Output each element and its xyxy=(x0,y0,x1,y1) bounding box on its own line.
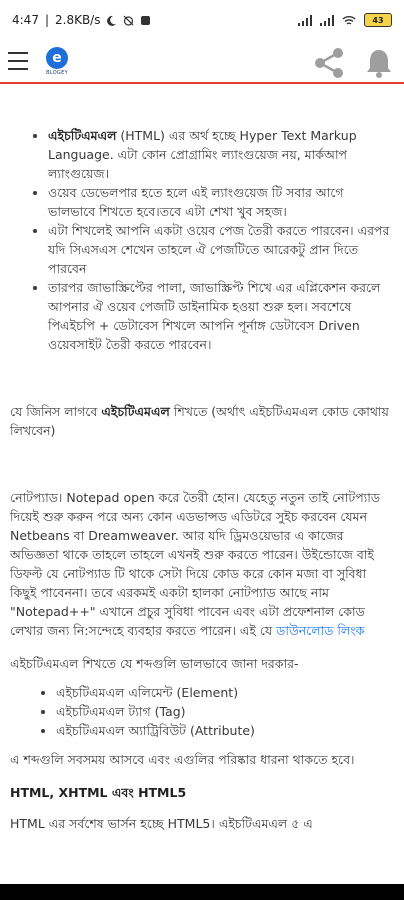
app-logo[interactable] xyxy=(46,47,68,76)
network-speed: 2.8KB/s xyxy=(55,13,101,27)
status-divider: | xyxy=(44,13,49,27)
share-icon[interactable] xyxy=(312,46,346,80)
notepad-text: নোটপ্যাড। Notepad open করে তৈরী হোন। যেহেতু নতুন তাই নোটপ্যাড দিয়েই শুরু করুন পরে অন্য কোন এডভান্সড এডিটরে সুইচ করবেন যেমন Netbeans বা Dreamweaver. আর যদি ড্রিমওয়েভার এ কাজের অভিজ্ঞতা থাকে তাহলে তাহলে এখনই শুরু করতে পারেন। উইন্ডোজে বাই ডিফল্ট যে নোটপ্যাড টি থাকে সেটা দিয়ে কোড করে কোন মজা বা সুবিধা কিছুই পাবেননা। তবে এরকমই একটা হালকা নোটপ্যাড আছে নাম "Notepad++" এখানে প্রচুর সুবিধা পাবেন এবং এটা প্রফেশনাল কোড লেখার জন্য নি:সন্দেহে ব্যবহার করতে পারেন। এই যে xyxy=(10,490,381,638)
alarm-off-icon xyxy=(123,15,134,26)
list-item xyxy=(48,126,394,183)
status-time: 4:47 xyxy=(12,13,39,27)
wifi-icon xyxy=(342,15,356,26)
last-line: HTML এর সর্বশেষ ভার্সন হচ্ছে HTML5। এইচটিএমএল ৫ এ xyxy=(10,816,313,831)
terms-after: এ শব্দগুলি সবসময় আসবে এবং এগুলির পরিষ্কার ধারনা থাকতে হবে। xyxy=(10,752,355,767)
list-item-text: ওয়েব ডেভেলপার হতে হলে এই ল্যাংগুয়েজ টি সবার আগে ভালভাবে শিখতে হবে।তবে এটা শেখা খুব সহজ। xyxy=(48,185,344,219)
list-item xyxy=(48,278,394,354)
article-content xyxy=(0,126,404,833)
list-item-text: (HTML) এর অর্থ হচ্ছে Hyper Text Markup Language. এটা কোন প্রোগ্রামিং ল্যাংগুয়েজ নয়, মার্কআপ ল্যাংগুয়েজ। xyxy=(48,128,357,181)
signal-icon-2 xyxy=(320,15,334,26)
list-item-text: তারপর জাভাস্ক্রিপ্টের পালা, জাভাস্ক্রিপ্ট শিখে এর এপ্লিকেশন করলে আপনার ঐ ওয়েব পেজটি ডাইনামিক হওয়া শুরু হল। সবশেষে পিএইচপি + ডেটাবেস শিখলে আপনি পূর্নাঙ্গ ডেটাবেস Driven ওয়েবসাইট তৈরী করতে পারবেন। xyxy=(48,280,381,352)
terms-intro: এইচটিএমএল শিখতে যে শব্দগুলি ভালভাবে জানা দরকার- xyxy=(10,656,299,671)
list-item: • এইচটিএমএল অ্যাট্রিবিউট (Attribute) xyxy=(56,721,394,740)
list-item xyxy=(48,221,394,278)
logo-mark: e xyxy=(46,47,68,69)
term-bold: এইচটিএমএল xyxy=(48,128,117,143)
battery-indicator: 43 xyxy=(364,13,392,27)
requirement-post: শিখতে (অর্থাৎ এইচটিএমএল কোড কোথায় লিখবেন) xyxy=(10,404,389,438)
list-item: • এইচটিএমএল এলিমেন্ট (Element) xyxy=(56,683,394,702)
app-header xyxy=(0,40,404,84)
requirement-pre: যে জিনিস লাগবে xyxy=(10,404,102,419)
list-item-text: এটা শিখলেই আপনি একটা ওয়েব পেজ তৈরী করতে পারবেন। এরপর যদি সিএসএস শেখেন তাহলে ঐ পেজটিতে আরেকটু প্রান দিতে পারবেন xyxy=(48,223,390,276)
notepad-paragraph xyxy=(10,488,394,640)
terms-list xyxy=(10,683,394,740)
section-heading: HTML, XHTML এবং HTML5 xyxy=(10,785,187,800)
bell-icon[interactable] xyxy=(364,47,394,79)
download-link[interactable]: ডাউনলোড লিংক xyxy=(276,623,365,638)
app-notification-icon xyxy=(140,15,151,26)
list-item: • এইচটিএমএল ট্যাগ (Tag) xyxy=(56,702,394,721)
status-bar xyxy=(0,0,404,40)
navigation-bar xyxy=(0,884,404,900)
requirement-bold: এইচটিএমএল xyxy=(101,404,170,419)
list-item xyxy=(48,183,394,221)
hamburger-menu-icon[interactable] xyxy=(8,52,28,70)
moon-icon xyxy=(106,15,117,26)
intro-list xyxy=(10,126,394,354)
logo-text: BLOGEY xyxy=(46,69,68,76)
signal-icon xyxy=(298,15,312,26)
requirement-line xyxy=(10,402,394,440)
